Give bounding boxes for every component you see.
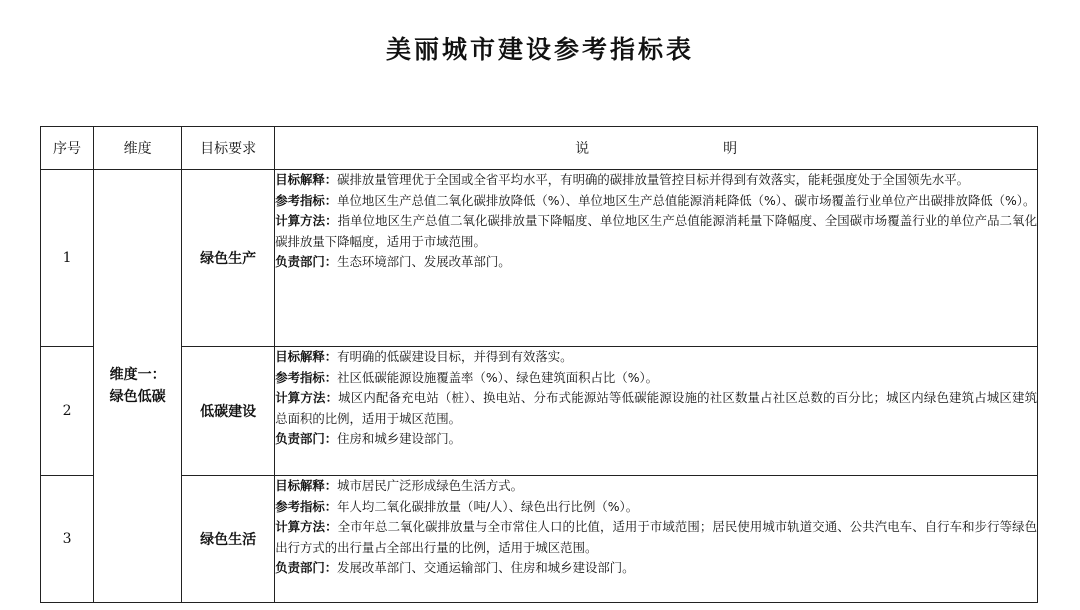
- dimension-cell: [94, 170, 182, 603]
- target-label: 目标解释：: [275, 478, 338, 493]
- header-description-text: 说 明: [575, 141, 798, 157]
- header-dimension: 维度: [94, 127, 182, 170]
- dept-label: 负责部门：: [275, 560, 338, 575]
- description-cell: [275, 170, 1038, 347]
- method-text: 城区内配备充电站（桩）、换电站、分布式能源站等低碳能源设施的社区数量占社区总数的百分比；城区内绿色建筑占城区建筑总面积的比例，适用于城区范围。: [275, 390, 1037, 426]
- header-seq: 序号: [41, 127, 94, 170]
- dept-text: 生态环境部门、发展改革部门。: [337, 254, 511, 269]
- seq-cell: 1: [41, 170, 94, 347]
- table-header-row: [41, 127, 1038, 170]
- calculation-method: [275, 517, 1037, 558]
- seq-cell: 3: [41, 476, 94, 603]
- method-text: 全市年总二氧化碳排放量与全市常住人口的比值，适用于市域范围；居民使用城市轨道交通、公共汽电车、自行车和步行等绿色出行方式的出行量占全部出行量的比例，适用于城区范围。: [275, 519, 1038, 555]
- page-title: 美丽城市建设参考指标表: [385, 35, 694, 64]
- target-label: 目标解释：: [275, 349, 338, 364]
- reference-indicators: [275, 191, 1037, 212]
- indicator-text: 单位地区生产总值二氧化碳排放降低（%）、单位地区生产总值能源消耗降低（%）、碳市场覆盖行业单位产出碳排放降低（%）。: [337, 192, 1036, 208]
- indicator-label: 参考指标：: [275, 498, 338, 514]
- method-text: 指单位地区生产总值二氧化碳排放量下降幅度、单位地区生产总值能源消耗量下降幅度、全国碳市场覆盖行业的单位产品二氧化碳排放量下降幅度，适用于市域范围。: [275, 213, 1038, 249]
- header-description: [275, 127, 1038, 170]
- target-text: 有明确的低碳建设目标，并得到有效落实。: [337, 349, 573, 364]
- responsible-department: [275, 429, 1037, 450]
- responsible-department: [275, 558, 1037, 579]
- dimension-label-line1: 维度一：: [109, 367, 166, 383]
- calculation-method: [275, 211, 1037, 252]
- indicator-table: [40, 126, 1038, 603]
- requirement-cell: 低碳建设: [182, 347, 275, 476]
- method-label: 计算方法：: [275, 213, 338, 228]
- method-label: 计算方法：: [275, 390, 339, 405]
- table-row: [41, 347, 1038, 476]
- indicator-text: 年人均二氧化碳排放量（吨/人）、绿色出行比例（%）。: [337, 498, 639, 514]
- target-label: 目标解释：: [275, 172, 338, 187]
- target-explanation: [275, 476, 1037, 497]
- dept-text: 发展改革部门、交通运输部门、住房和城乡建设部门。: [337, 560, 635, 575]
- indicator-label: 参考指标：: [275, 192, 338, 208]
- indicator-text: 社区低碳能源设施覆盖率（%）、绿色建筑面积占比（%）。: [337, 369, 659, 385]
- target-text: 碳排放量管理优于全国或全省平均水平，有明确的碳排放量管控目标并得到有效落实，能耗强度处于全国领先水平。: [337, 172, 970, 187]
- indicator-label: 参考指标：: [275, 369, 338, 385]
- reference-indicators: [275, 497, 1037, 518]
- requirement-cell: 绿色生活: [182, 476, 275, 603]
- method-label: 计算方法：: [275, 519, 338, 534]
- dept-label: 负责部门：: [275, 431, 338, 446]
- target-explanation: [275, 347, 1037, 368]
- seq-cell: 2: [41, 347, 94, 476]
- dept-text: 住房和城乡建设部门。: [337, 431, 462, 446]
- responsible-department: [275, 252, 1037, 273]
- calculation-method: [275, 388, 1037, 429]
- table-row: [41, 476, 1038, 603]
- description-cell: [275, 476, 1038, 603]
- dimension-label-line2: 绿色低碳: [109, 389, 166, 405]
- requirement-cell: 绿色生产: [182, 170, 275, 347]
- target-text: 城市居民广泛形成绿色生活方式。: [337, 478, 524, 493]
- target-explanation: [275, 170, 1037, 191]
- header-requirement: 目标要求: [182, 127, 275, 170]
- dept-label: 负责部门：: [275, 254, 338, 269]
- description-cell: [275, 347, 1038, 476]
- table-row: [41, 170, 1038, 347]
- reference-indicators: [275, 368, 1037, 389]
